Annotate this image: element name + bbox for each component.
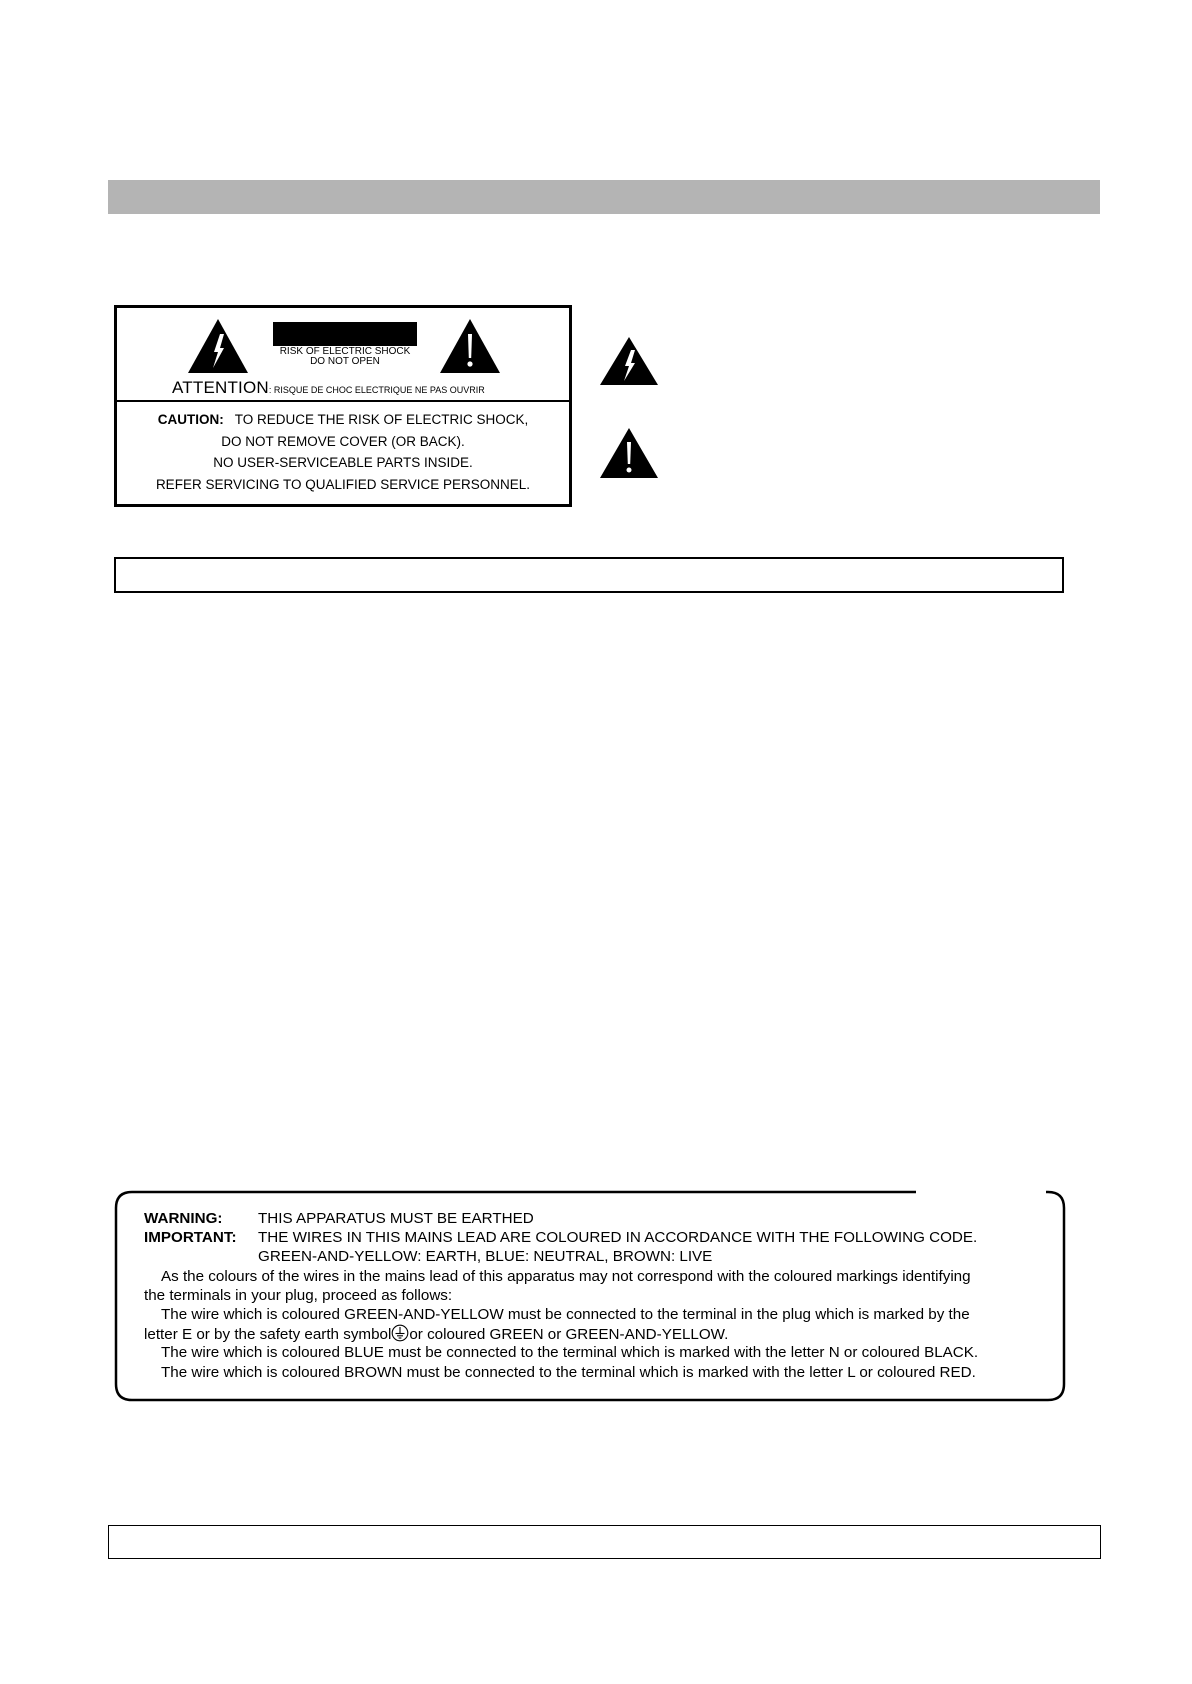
caution-label-body <box>117 409 569 495</box>
shock-warning-text <box>273 347 417 367</box>
caution-text-1: TO REDUCE THE RISK OF ELECTRIC SHOCK, <box>234 412 529 427</box>
para2-line2 <box>144 1324 978 1343</box>
para1-line1: As the colours of the wires in the mains lead of this apparatus may not correspond with the coloured markings identifying <box>161 1267 971 1285</box>
caution-label-top <box>117 308 569 402</box>
exclamation-triangle-icon <box>439 318 501 374</box>
warning-text: THIS APPARATUS MUST BE EARTHED <box>258 1210 534 1227</box>
lightning-triangle-icon <box>187 318 249 374</box>
colour-code-line: GREEN-AND-YELLOW: EARTH, BLUE: NEUTRAL, BROWN: LIVE <box>258 1248 713 1266</box>
attention-row <box>172 378 485 398</box>
exclamation-triangle-icon <box>599 427 659 479</box>
caution-line-2: DO NOT REMOVE COVER (OR BACK). <box>221 433 465 449</box>
attention-word: ATTENTION <box>172 378 269 397</box>
para2-line1: The wire which is coloured GREEN-AND-YELLOW must be connected to the terminal in the plug which is marked by the <box>161 1305 970 1323</box>
earthing-warning-text <box>144 1209 978 1382</box>
empty-footer-box <box>108 1525 1101 1559</box>
lightning-triangle-icon <box>599 336 659 386</box>
warning-row <box>144 1209 978 1228</box>
attention-french-text: : RISQUE DE CHOC ELECTRIQUE NE PAS OUVRIR <box>268 385 485 395</box>
warning-label: WARNING: <box>144 1210 223 1227</box>
important-label: IMPORTANT: <box>144 1229 237 1247</box>
para1-line2: the terminals in your plug, proceed as follows: <box>144 1286 453 1304</box>
caution-line-3: NO USER-SERVICEABLE PARTS INSIDE. <box>213 455 473 470</box>
para4-line: The wire which is coloured BROWN must be connected to the terminal which is marked with the letter L or coloured RED. <box>161 1363 976 1381</box>
para2-line2-start: letter E or by the safety earth symbol <box>144 1326 392 1344</box>
important-row <box>144 1228 978 1247</box>
caution-label <box>114 305 572 507</box>
para3-line: The wire which is coloured BLUE must be connected to the terminal which is marked with the letter N or coloured BLACK. <box>161 1344 979 1362</box>
empty-notice-box <box>114 557 1064 593</box>
para2-line2-end: or coloured GREEN or GREEN-AND-YELLOW. <box>409 1326 729 1344</box>
shock-line-1: RISK OF ELECTRIC SHOCK <box>279 346 411 357</box>
section-header-bar <box>108 180 1100 214</box>
caution-line-1 <box>117 409 569 431</box>
caution-black-band <box>273 322 417 346</box>
important-text: THE WIRES IN THIS MAINS LEAD ARE COLOURED IN ACCORDANCE WITH THE FOLLOWING CODE. <box>258 1229 978 1247</box>
caution-line-4: REFER SERVICING TO QUALIFIED SERVICE PERSONNEL. <box>155 476 531 492</box>
caution-word: CAUTION: <box>157 412 224 427</box>
earth-symbol-icon <box>391 1324 409 1342</box>
shock-line-2: DO NOT OPEN <box>310 356 380 367</box>
